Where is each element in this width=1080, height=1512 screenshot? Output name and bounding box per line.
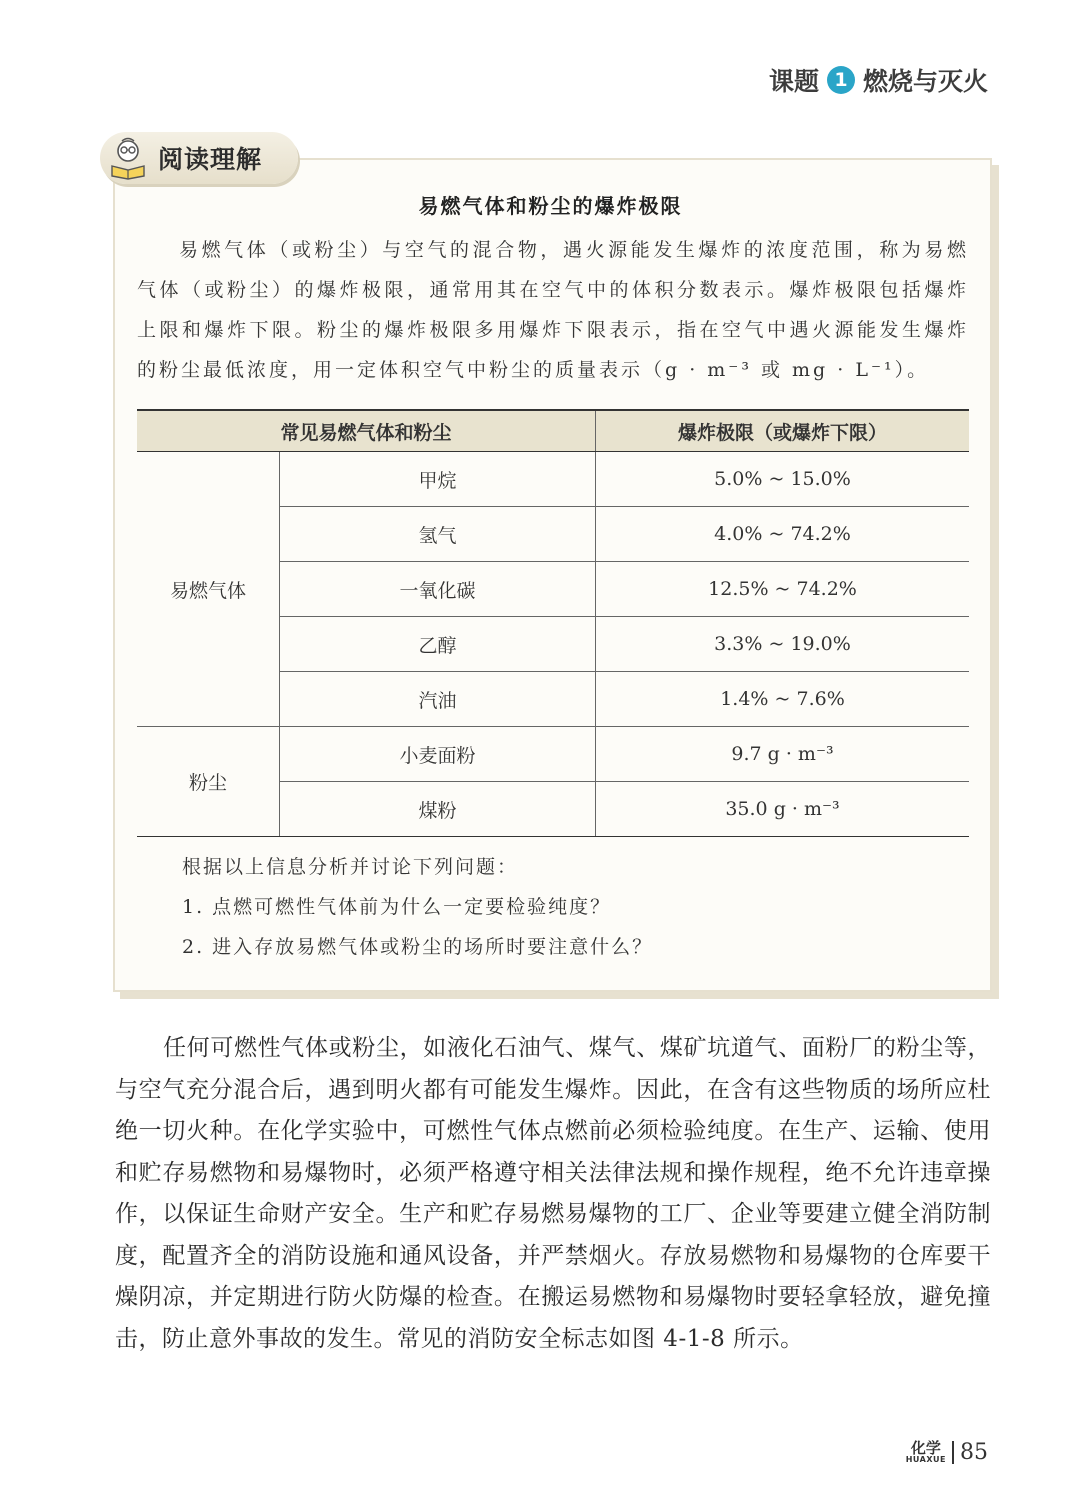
reading-tag	[100, 132, 298, 184]
chapter-header	[769, 60, 988, 100]
table-cell-value: 9.7 g · m⁻³	[596, 727, 970, 782]
reading-title: 易燃气体和粉尘的爆炸极限	[418, 194, 683, 218]
question-item: 2. 进入存放易燃气体或粉尘的场所时要注意什么？	[182, 936, 654, 958]
table-cell-name: 小麦面粉	[280, 727, 596, 782]
page-footer	[906, 1440, 988, 1465]
table-category-gas: 易燃气体	[137, 452, 280, 727]
table-header-substance: 常见易燃气体和粉尘	[137, 410, 596, 452]
table-category-dust: 粉尘	[137, 727, 280, 837]
subject-cn: 化学	[910, 1439, 941, 1457]
chapter-number-badge: 1	[827, 66, 855, 94]
main-paragraph: 任何可燃性气体或粉尘，如液化石油气、煤气、煤矿坑道气、面粉厂的粉尘等，与空气充分混合后，遇到明火都有可能发生爆炸。因此，在含有这些物质的场所应杜绝一切火种。在化学实验中，可燃性气体点燃前必须检验纯度。在生产、运输、使用和贮存易燃物和易爆物时，必须严格遵守相关法律法规和操作规程，绝不允许违章操作，以保证生命财产安全。生产和贮存易燃易爆物的工厂、企业等要建立健全消防制度，配置齐全的消防设施和通风设备，并严禁烟火。存放易燃物和易爆物的仓库要干燥阴凉，并定期进行防火防爆的检查。在搬运易燃物和易爆物时要轻拿轻放，避免撞击，防止意外事故的发生。常见的消防安全标志如图 4-1-8 所示。	[115, 1035, 991, 1352]
table-cell-value: 3.3% ~ 19.0%	[596, 617, 970, 672]
reading-mascot-icon	[106, 136, 150, 180]
table-cell-value: 5.0% ~ 15.0%	[596, 452, 970, 507]
discussion-questions	[182, 847, 962, 967]
chapter-prefix: 课题	[768, 67, 819, 96]
table-cell-value: 1.4% ~ 7.6%	[596, 672, 970, 727]
table-row	[137, 727, 969, 782]
subject-label	[906, 1441, 954, 1464]
chapter-title: 燃烧与灭火	[862, 67, 988, 96]
table-cell-value: 4.0% ~ 74.2%	[596, 507, 970, 562]
table-cell-value: 35.0 g · m⁻³	[596, 782, 970, 837]
table-cell-name: 甲烷	[280, 452, 596, 507]
table-row	[137, 452, 969, 507]
explosion-limit-table	[137, 409, 969, 837]
table-cell-value: 12.5% ~ 74.2%	[596, 562, 970, 617]
reading-tag-label: 阅读理解	[158, 145, 263, 174]
subject-pinyin: HUAXUE	[905, 1455, 946, 1464]
table-header-limit: 爆炸极限（或爆炸下限）	[596, 410, 970, 452]
table-header-row	[137, 410, 969, 452]
table-cell-name: 汽油	[280, 672, 596, 727]
table-cell-name: 一氧化碳	[280, 562, 596, 617]
table-cell-name: 煤粉	[280, 782, 596, 837]
question-item: 1. 点燃可燃性气体前为什么一定要检验纯度？	[182, 896, 612, 918]
discussion-prompt: 根据以上信息分析并讨论下列问题：	[182, 856, 519, 878]
table-cell-name: 氢气	[280, 507, 596, 562]
reading-intro: 易燃气体（或粉尘）与空气的混合物，遇火源能发生爆炸的浓度范围，称为易燃气体（或粉尘）的爆炸极限，通常用其在空气中的体积分数表示。爆炸极限包括爆炸上限和爆炸下限。粉尘的爆炸极限多用爆炸下限表示，指在空气中遇火源能发生爆炸的粉尘最低浓度，用一定体积空气中粉尘的质量表示（g · m⁻³ 或 mg · L⁻¹）。	[137, 239, 969, 381]
table-cell-name: 乙醇	[280, 617, 596, 672]
page-number: 85	[960, 1440, 988, 1465]
